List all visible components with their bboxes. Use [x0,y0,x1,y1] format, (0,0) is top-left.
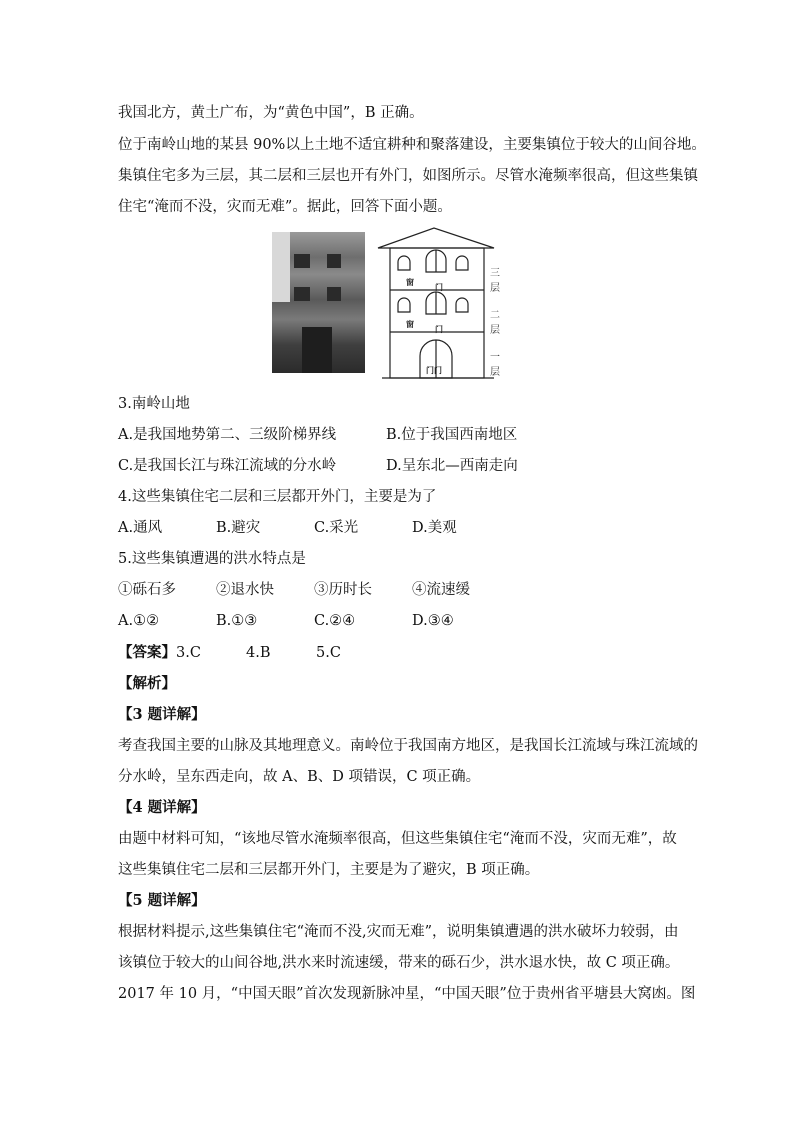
q4-option-a: A.通风 [118,520,163,536]
analysis-label: 【解析】 [118,675,176,692]
q5-item-4: ④流速缓 [412,582,470,598]
floor-label-3: 三层 [490,268,500,294]
q5-item-2: ②退水快 [216,582,274,598]
d4-line-2: 这些集镇住宅二层和三层都开外门，主要是为了避灾，B 项正确。 [118,862,540,878]
q4-option-b: B.避灾 [216,520,261,536]
window-label-3f: 窗 [406,277,414,287]
q5-option-c: C.②④ [314,613,356,629]
intro-line-2: 位于南岭山地的某县 90%以上土地不适宜耕种和聚落建设，主要集镇位于较大的山间谷地。 [118,137,706,153]
q3-option-c: C.是我国长江与珠江流域的分水岭 [118,458,337,474]
d4-line-1: 由题中材料可知，“该地尽管水淹频率很高，但这些集镇住宅“淹而不没，灾而无难”，故 [118,831,677,847]
door-label-2f: 门 [435,324,443,334]
q5-stem: 5.这些集镇遭遇的洪水特点是 [118,551,306,567]
d4-heading: 【4 题详解】 [118,799,206,816]
q3-stem: 3.南岭山地 [118,396,190,412]
q5-item-1: ①砾石多 [118,582,176,598]
q3-option-a: A.是我国地势第二、三级阶梯界线 [118,427,337,443]
q5-option-d: D.③④ [412,613,454,629]
house-diagram [376,226,502,384]
q5-item-3: ③历时长 [314,582,372,598]
d5-line-2: 该镇位于较大的山间谷地,洪水来时流速缓，带来的砾石少，洪水退水快，故 C 项正确。 [118,955,680,971]
answer-q3: 3.C [176,645,201,661]
q4-option-d: D.美观 [412,520,457,536]
door-label-3f: 门 [435,282,443,292]
floor-label-1: 一层 [490,352,500,378]
q4-option-c: C.采光 [314,520,359,536]
d3-heading: 【3 题详解】 [118,706,206,723]
intro-line-3: 集镇住宅多为三层，其二层和三层也开有外门，如图所示。尽管水淹频率很高，但这些集镇 [118,168,698,184]
floor-label-2: 二层 [490,310,500,336]
q3-option-b: B.位于我国西南地区 [386,427,518,443]
answer-label: 【答案】 [118,644,176,661]
d5-heading: 【5 题详解】 [118,892,206,909]
house-figure [272,232,502,384]
q5-option-a: A.①② [118,613,160,629]
d5-line-1: 根据材料提示,这些集镇住宅“淹而不没,灾而无难”，说明集镇遭遇的洪水破坏力较弱，由 [118,924,679,940]
q4-stem: 4.这些集镇住宅二层和三层都开外门，主要是为了 [118,489,437,505]
d3-line-2: 分水岭，呈东西走向，故 A、B、D 项错误，C 项正确。 [118,769,481,785]
answer-q4: 4.B [246,645,271,661]
window-label-2f: 窗 [406,319,414,329]
intro-line-1: 我国北方，黄土广布，为“黄色中国”，B 正确。 [118,105,424,121]
d5-line-3: 2017 年 10 月，“中国天眼”首次发现新脉冲星，“中国天眼”位于贵州省平塘县大窝凼。图 [118,986,696,1002]
door-label-1f: 门门 [426,365,442,375]
q3-option-d: D.呈东北—西南走向 [386,458,518,474]
answer-q5: 5.C [316,645,341,661]
house-photo [272,232,365,373]
intro-line-4: 住宅“淹而不没，灾而无难”。据此，回答下面小题。 [118,199,452,215]
d3-line-1: 考查我国主要的山脉及其地理意义。南岭位于我国南方地区，是我国长江流域与珠江流域的 [118,738,698,754]
q5-option-b: B.①③ [216,613,258,629]
